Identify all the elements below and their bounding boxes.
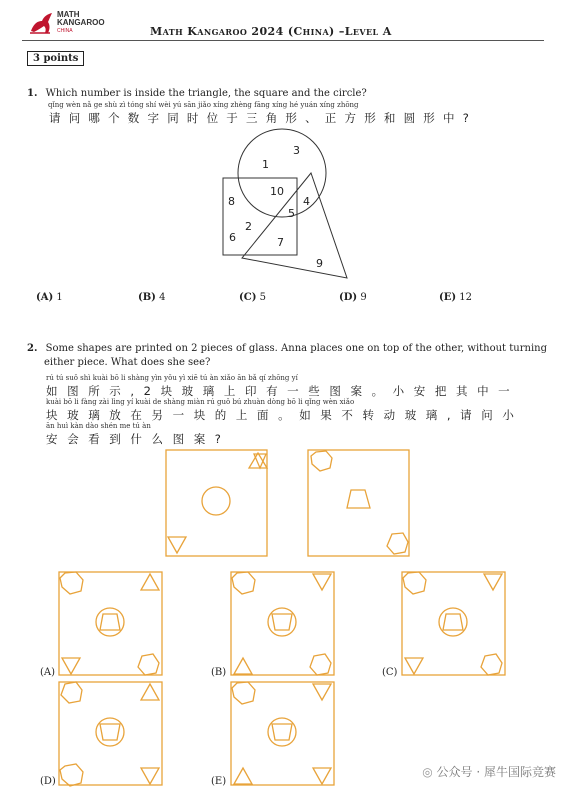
glass-piece-1 bbox=[165, 448, 269, 558]
q1-option-c[interactable]: (C) 5 bbox=[239, 292, 266, 303]
q2-option-e-figure[interactable] bbox=[229, 680, 337, 788]
page-title: Math Kangaroo 2024 (China) –Level A bbox=[150, 25, 392, 38]
q2-option-b-figure[interactable] bbox=[229, 570, 337, 678]
q2-option-a-figure[interactable] bbox=[57, 570, 165, 678]
logo-text-kangaroo: KANGAROO bbox=[57, 18, 105, 27]
figure-number-7: 7 bbox=[277, 236, 284, 249]
triangle-up-icon bbox=[249, 453, 267, 468]
logo-text-china: CHINA bbox=[57, 28, 73, 34]
q2-hanzi-2: 块玻璃放在另一块的上面。如果不转动玻璃,请问小 bbox=[46, 408, 524, 422]
watermark-text: 公众号 · 犀牛国际竞赛 bbox=[436, 765, 556, 779]
q1-pinyin: qǐng wèn nǎ ge shù zì tóng shí wèi yú sān jiǎo xíng zhèng fāng xíng hé yuán xíng zhōng bbox=[48, 101, 359, 109]
figure-number-1: 1 bbox=[262, 158, 269, 171]
figure-number-9: 9 bbox=[316, 257, 323, 270]
q1-hanzi: 请问哪个数字同时位于三角形、正方形和圆形中? bbox=[49, 111, 478, 125]
q1-option-d[interactable]: (D) 9 bbox=[339, 292, 367, 303]
math-kangaroo-logo bbox=[28, 9, 118, 39]
trapezoid-icon bbox=[347, 490, 370, 508]
figure-number-10: 10 bbox=[270, 185, 284, 198]
triangle-down-icon bbox=[168, 537, 186, 553]
q2-text-line1: Some shapes are printed on 2 pieces of glass. Anna places one on top of the other, without turning bbox=[45, 343, 547, 354]
figure-number-2: 2 bbox=[245, 220, 252, 233]
q2-option-d-label[interactable]: (D) bbox=[40, 776, 56, 787]
points-badge: 3 points bbox=[27, 51, 84, 66]
q2-option-e-label[interactable]: (E) bbox=[211, 776, 227, 787]
q1-text-row bbox=[27, 87, 367, 100]
q1-text: Which number is inside the triangle, the square and the circle? bbox=[45, 88, 367, 99]
figure-number-5: 5 bbox=[288, 207, 295, 220]
header-divider bbox=[22, 40, 544, 41]
q2-hanzi-1: 如图所示,2块玻璃上印有一些图案。小安把其中一 bbox=[46, 384, 520, 398]
kangaroo-icon bbox=[28, 9, 56, 37]
q1-option-e[interactable]: (E) 12 bbox=[439, 292, 473, 303]
q2-option-c-label[interactable]: (C) bbox=[382, 667, 398, 678]
figure-number-6: 6 bbox=[229, 231, 236, 244]
triangle-shape bbox=[242, 173, 347, 278]
q2-pinyin-2: kuài bō li fàng zài lìng yí kuài de shàng miàn rú guǒ bú zhuàn dòng bō li qǐng wèn xiǎo bbox=[46, 398, 355, 406]
q2-option-b-label[interactable]: (B) bbox=[211, 667, 227, 678]
wechat-icon: ◎ bbox=[422, 765, 433, 779]
q1-option-a[interactable]: (A) 1 bbox=[36, 292, 63, 303]
hexagon-icon bbox=[387, 533, 408, 554]
q1-option-b[interactable]: (B) 4 bbox=[138, 292, 166, 303]
q2-option-a-label[interactable]: (A) bbox=[40, 667, 56, 678]
figure-number-3: 3 bbox=[293, 144, 300, 157]
q2-number: 2. bbox=[27, 343, 38, 354]
logo-text-math: MATH bbox=[57, 10, 80, 19]
heptagon-icon bbox=[311, 451, 332, 471]
q1-venn-figure bbox=[205, 128, 365, 288]
glass-piece-2 bbox=[307, 448, 411, 558]
q2-pinyin-3: ān huì kàn dào shén me tú àn bbox=[46, 422, 151, 430]
q2-option-c-figure[interactable] bbox=[400, 570, 508, 678]
circle-shape bbox=[238, 129, 326, 217]
figure-number-4: 4 bbox=[303, 195, 310, 208]
q2-hanzi-3: 安会看到什么图案? bbox=[46, 432, 231, 446]
figure-number-8: 8 bbox=[228, 195, 235, 208]
q1-number: 1. bbox=[27, 88, 38, 99]
q2-text-row bbox=[27, 342, 547, 355]
circle-icon bbox=[202, 487, 230, 515]
q2-option-d-figure[interactable] bbox=[57, 680, 165, 788]
watermark bbox=[422, 763, 556, 780]
q2-pinyin-1: rú tú suǒ shì kuài bō li shàng yìn yǒu yì xiē tú àn xiǎo ān bǎ qí zhōng yí bbox=[46, 374, 298, 382]
q2-text-line2: either piece. What does she see? bbox=[44, 357, 211, 368]
